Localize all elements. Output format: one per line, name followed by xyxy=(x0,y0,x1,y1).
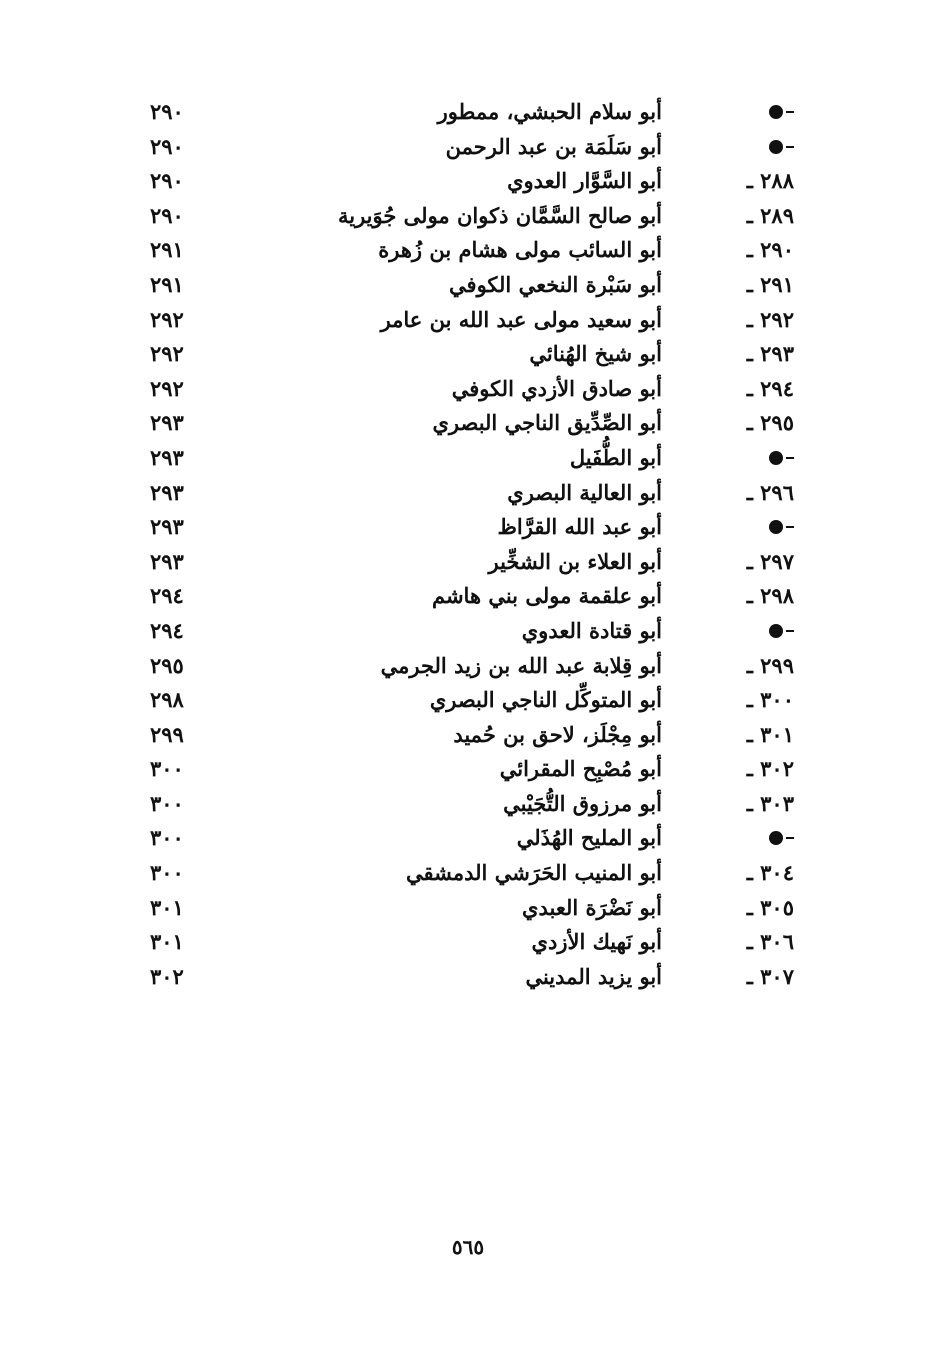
entry-number: ٣٠٦ ـ xyxy=(746,929,794,955)
entry-name: أبو علقمة مولى بني هاشم xyxy=(431,583,662,609)
entry-name: أبو المنيب الحَرَشي الدمشقي xyxy=(406,860,662,886)
dash-icon xyxy=(786,146,794,148)
page-number: ٥٦٥ xyxy=(451,1235,485,1259)
entry-name: أبو مرزوق التُّجَيْبي xyxy=(503,790,662,816)
index-row xyxy=(0,718,936,753)
bullet-marker-icon xyxy=(754,614,794,648)
entry-number: ٢٩٩ ـ xyxy=(746,652,794,678)
entry-number: ٢٩٨ ـ xyxy=(746,583,794,609)
entry-page-number: ٢٩٤ xyxy=(150,617,184,643)
filled-circle-icon xyxy=(769,520,783,534)
entry-name: أبو السَّوَّار العدوي xyxy=(507,168,662,194)
index-row xyxy=(0,406,936,441)
index-row xyxy=(0,821,936,856)
entry-name: أبو الطُّفَيل xyxy=(569,444,662,470)
entry-name: أبو يزيد المديني xyxy=(525,963,662,989)
entry-number: ٢٩٦ ـ xyxy=(746,479,794,505)
entry-page-number: ٢٩٣ xyxy=(150,479,184,505)
entry-name: أبو سعيد مولى عبد الله بن عامر xyxy=(380,306,662,332)
entry-page-number: ٢٩٢ xyxy=(150,306,184,332)
entry-number: ٢٩٣ ـ xyxy=(746,341,794,367)
bullet-marker-icon xyxy=(754,441,794,475)
index-row xyxy=(0,960,936,995)
entry-number: ٣٠٠ ـ xyxy=(746,687,794,713)
entry-name: أبو شيخ الهُنائي xyxy=(529,341,662,367)
index-row xyxy=(0,95,936,130)
entry-number: ٢٨٩ ـ xyxy=(746,202,794,228)
entry-page-number: ٣٠١ xyxy=(150,929,184,955)
filled-circle-icon xyxy=(769,140,783,154)
index-row xyxy=(0,337,936,372)
entry-page-number: ٢٩٣ xyxy=(150,514,184,540)
index-row xyxy=(0,303,936,338)
entry-name: أبو المليح الهُذَلي xyxy=(516,825,662,851)
entry-name: أبو مُصْبِح المقرائي xyxy=(499,756,662,782)
entry-number: ٢٨٨ ـ xyxy=(746,168,794,194)
entry-name: أبو نَهيك الأزدي xyxy=(531,929,662,955)
entry-page-number: ٢٩٣ xyxy=(150,444,184,470)
dash-icon xyxy=(786,526,794,528)
index-row xyxy=(0,233,936,268)
index-row xyxy=(0,787,936,822)
entry-name: أبو صالح السَّمَّان ذكوان مولى جُوَيرية xyxy=(337,202,662,228)
entry-name: أبو العالية البصري xyxy=(507,479,662,505)
entry-name: أبو المتوكِّل الناجي البصري xyxy=(429,687,662,713)
entry-name: أبو مِجْلَز، لاحق بن حُميد xyxy=(453,721,662,747)
index-row xyxy=(0,441,936,476)
index-row xyxy=(0,649,936,684)
filled-circle-icon xyxy=(769,831,783,845)
entry-number: ٣٠٥ ـ xyxy=(746,894,794,920)
entry-page-number: ٢٩١ xyxy=(150,237,184,263)
entry-page-number: ٢٩٠ xyxy=(150,133,184,159)
entry-page-number: ٣٠٢ xyxy=(150,963,184,989)
bullet-marker-icon xyxy=(754,95,794,129)
index-row xyxy=(0,476,936,511)
dash-icon xyxy=(786,111,794,113)
entry-page-number: ٢٩٠ xyxy=(150,168,184,194)
entry-name: أبو سلام الحبشي، ممطور xyxy=(437,99,662,124)
entry-page-number: ٢٩٣ xyxy=(150,548,184,574)
index-row xyxy=(0,856,936,891)
entry-page-number: ٢٩٣ xyxy=(150,410,184,436)
entry-page-number: ٢٩٩ xyxy=(150,721,184,747)
index-row xyxy=(0,510,936,545)
entry-name: أبو السائب مولى هشام بن زُهرة xyxy=(378,237,662,263)
entry-number: ٢٩٧ ـ xyxy=(746,548,794,574)
dash-icon xyxy=(786,457,794,459)
bullet-marker-icon xyxy=(754,130,794,164)
entry-number: ٢٩١ ـ xyxy=(746,271,794,297)
entry-number: ٣٠٣ ـ xyxy=(746,790,794,816)
index-row xyxy=(0,199,936,234)
index-row xyxy=(0,545,936,580)
entry-name: أبو سَلَمَة بن عبد الرحمن xyxy=(445,133,662,159)
entry-page-number: ٣٠٠ xyxy=(150,825,184,851)
entry-page-number: ٢٩٨ xyxy=(150,687,184,713)
entry-name: أبو العلاء بن الشخِّير xyxy=(488,548,662,574)
filled-circle-icon xyxy=(769,451,783,465)
entry-number: ٢٩٥ ـ xyxy=(746,410,794,436)
entry-number: ٢٩٠ ـ xyxy=(746,237,794,263)
index-row xyxy=(0,752,936,787)
entry-page-number: ٢٩٠ xyxy=(150,99,184,124)
bullet-marker-icon xyxy=(754,510,794,544)
index-row xyxy=(0,164,936,199)
entry-page-number: ٣٠٠ xyxy=(150,860,184,886)
entry-name: أبو نَضْرَة العبدي xyxy=(522,894,662,920)
dash-icon xyxy=(786,630,794,632)
index-row xyxy=(0,925,936,960)
entry-page-number: ٣٠١ xyxy=(150,894,184,920)
entry-number: ٣٠٤ ـ xyxy=(746,860,794,886)
entry-number: ٢٩٢ ـ xyxy=(746,306,794,332)
index-row xyxy=(0,579,936,614)
entry-name: أبو صادق الأزدي الكوفي xyxy=(451,375,662,401)
entry-name: أبو الصِّدِّيق الناجي البصري xyxy=(432,410,662,436)
index-row xyxy=(0,891,936,926)
index-row xyxy=(0,614,936,649)
entry-page-number: ٢٩٤ xyxy=(150,583,184,609)
entry-page-number: ٣٠٠ xyxy=(150,790,184,816)
dash-icon xyxy=(786,837,794,839)
index-row xyxy=(0,130,936,165)
entry-name: أبو سَبْرة النخعي الكوفي xyxy=(449,271,662,297)
entry-number: ٣٠١ ـ xyxy=(746,721,794,747)
index-row xyxy=(0,372,936,407)
entry-page-number: ٣٠٠ xyxy=(150,756,184,782)
bullet-marker-icon xyxy=(754,821,794,855)
entry-name: أبو قتادة العدوي xyxy=(521,617,662,643)
entry-page-number: ٢٩٢ xyxy=(150,341,184,367)
entry-page-number: ٢٩٥ xyxy=(150,652,184,678)
entry-number: ٣٠٢ ـ xyxy=(746,756,794,782)
entry-number: ٢٩٤ ـ xyxy=(746,375,794,401)
entry-number: ٣٠٧ ـ xyxy=(746,963,794,989)
entry-page-number: ٢٩٢ xyxy=(150,375,184,401)
entry-name: أبو عبد الله القرَّاظ xyxy=(497,514,662,540)
entry-page-number: ٢٩١ xyxy=(150,271,184,297)
index-row xyxy=(0,268,936,303)
filled-circle-icon xyxy=(769,624,783,638)
entry-name: أبو قِلابة عبد الله بن زيد الجرمي xyxy=(380,652,662,678)
filled-circle-icon xyxy=(769,105,783,119)
index-row xyxy=(0,683,936,718)
index-list xyxy=(0,95,936,994)
entry-page-number: ٢٩٠ xyxy=(150,202,184,228)
